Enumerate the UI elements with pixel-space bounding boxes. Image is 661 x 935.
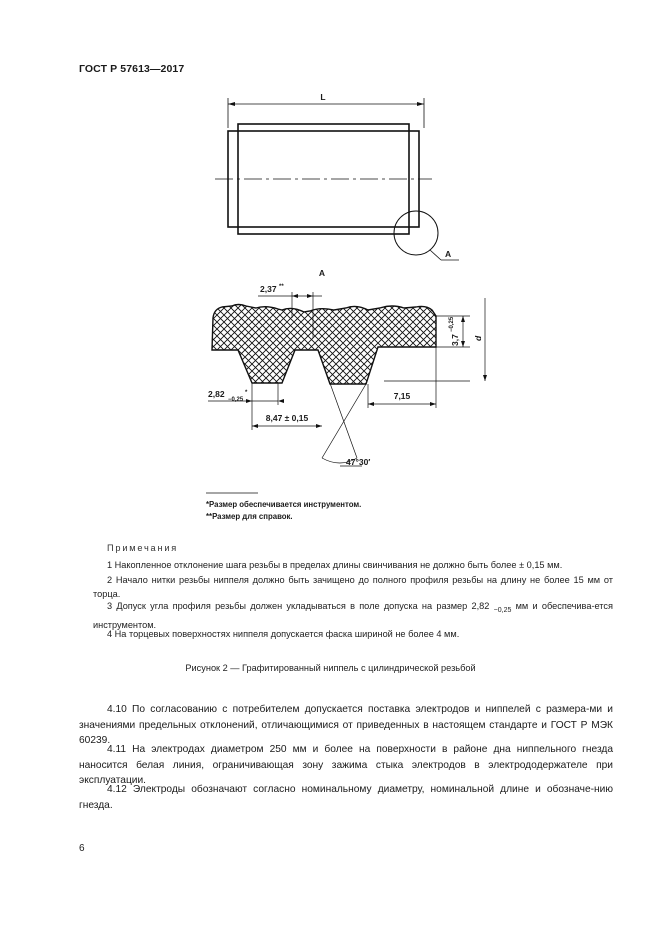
footnote: **Размер для справок. [206, 512, 293, 521]
pitch-label: 2,37 [260, 284, 277, 294]
tolerance-subscript: −0,25 [493, 606, 512, 614]
figure-caption: Рисунок 2 — Графитированный ниппель с цилиндрической резьбой [185, 663, 476, 673]
length-label: L [320, 92, 326, 102]
notes-title: Примечания [107, 543, 179, 553]
note-item: 4 На торцевых поверхностях ниппеля допускается фаска шириной не более 4 мм. [107, 629, 460, 639]
document-header: ГОСТ Р 57613—2017 [79, 63, 185, 75]
thread-height-label: 3,7 [450, 334, 460, 346]
root-width-label: 2,82 [208, 389, 225, 399]
root-tolerance: −0,25 [228, 397, 244, 403]
nipple-side-view [215, 98, 459, 260]
pitch-mark: ** [279, 284, 284, 290]
note-text: 3 Допуск угла профиля резьбы должен укладываться в поле допуска на размер 2,82 [107, 601, 490, 611]
note-item: 2 Начало нитки резьбы ниппеля должно быть зачищено до полного профиля резьбы на длину не более 15 мм от торца. [93, 575, 613, 599]
thread-profile-detail [212, 305, 436, 385]
note-item: 1 Накопленное отклонение шага резьбы в пределах длины свинчивания не должно быть более ± 0,15 мм. [107, 560, 563, 570]
angle-label: 47°30′ [346, 457, 371, 467]
paragraph: 4.11 На электродах диаметром 250 мм и более на поверхности в районе дна ниппельного гнезда наносится белая линия, ограничивающая зону зажима стыка электродов в электрододержателе при эксплуатации. [79, 744, 613, 786]
paragraph: 4.10 По согласованию с потребителем допускается поставка электродов и ниппелей с размера-ми и значениями предельных отклонений, отличающимися от приведенных в настоящем стандарте и ГОСТ Р МЭК 60239. [79, 704, 613, 746]
paragraph: 4.12 Электроды обозначают согласно номинальному диаметру, номинальной длине и обозначе-нию гнезда. [79, 784, 613, 811]
pitch-spacing-label: 8,47 ± 0,15 [265, 413, 309, 423]
page-number: 6 [79, 843, 85, 854]
footnote: *Размер обеспечивается инструментом. [206, 500, 362, 509]
view-callout-label: A [445, 249, 452, 259]
diameter-label: d [473, 335, 483, 341]
note-text: мм и обеспечива-ется инструментом. [93, 601, 613, 630]
height-tolerance: −0,25 [449, 316, 455, 332]
view-title-label: A [318, 268, 326, 278]
crest-width-label: 7,15 [393, 391, 411, 401]
root-mark: * [245, 390, 248, 396]
